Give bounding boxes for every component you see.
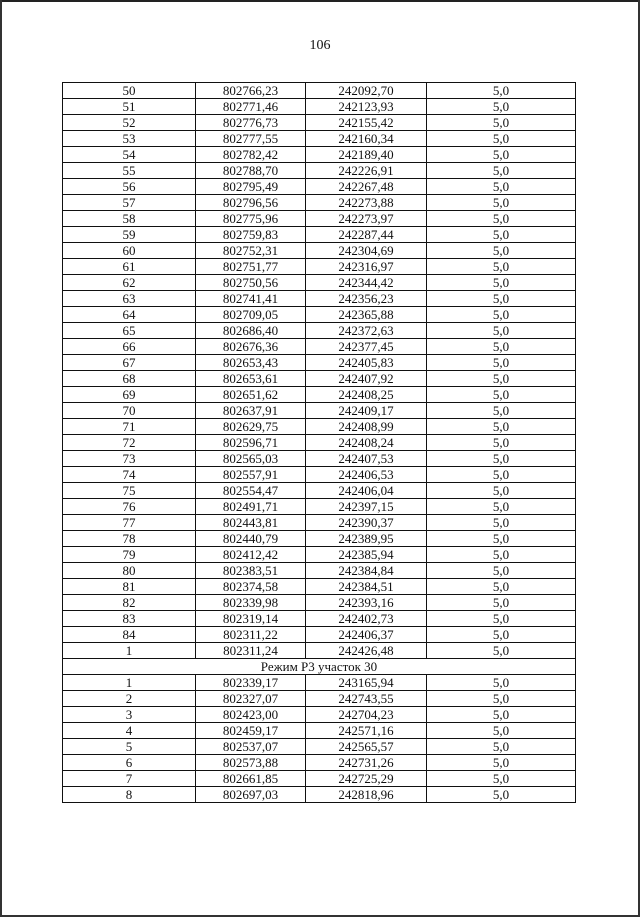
table-row	[63, 451, 576, 467]
point-number-cell: 68	[63, 371, 196, 387]
accuracy-cell: 5,0	[427, 419, 576, 435]
x-coordinate-cell: 802697,03	[196, 787, 306, 803]
x-coordinate-cell: 802750,56	[196, 275, 306, 291]
table-row	[63, 163, 576, 179]
accuracy-cell: 5,0	[427, 131, 576, 147]
y-coordinate-cell: 243165,94	[306, 675, 427, 691]
accuracy-cell: 5,0	[427, 211, 576, 227]
accuracy-cell: 5,0	[427, 691, 576, 707]
x-coordinate-cell: 802339,17	[196, 675, 306, 691]
accuracy-cell: 5,0	[427, 291, 576, 307]
y-coordinate-cell: 242405,83	[306, 355, 427, 371]
table-row	[63, 291, 576, 307]
point-number-cell: 64	[63, 307, 196, 323]
accuracy-cell: 5,0	[427, 579, 576, 595]
y-coordinate-cell: 242372,63	[306, 323, 427, 339]
accuracy-cell: 5,0	[427, 723, 576, 739]
y-coordinate-cell: 242731,26	[306, 755, 427, 771]
coordinates-table-body-b	[63, 675, 576, 803]
x-coordinate-cell: 802565,03	[196, 451, 306, 467]
accuracy-cell: 5,0	[427, 531, 576, 547]
y-coordinate-cell: 242725,29	[306, 771, 427, 787]
table-row	[63, 403, 576, 419]
x-coordinate-cell: 802796,56	[196, 195, 306, 211]
accuracy-cell: 5,0	[427, 499, 576, 515]
point-number-cell: 54	[63, 147, 196, 163]
accuracy-cell: 5,0	[427, 755, 576, 771]
table-row	[63, 723, 576, 739]
y-coordinate-cell: 242408,25	[306, 387, 427, 403]
table-row	[63, 307, 576, 323]
coordinates-table	[62, 82, 576, 803]
table-row	[63, 467, 576, 483]
point-number-cell: 55	[63, 163, 196, 179]
y-coordinate-cell: 242704,23	[306, 707, 427, 723]
table-row	[63, 611, 576, 627]
table-row	[63, 355, 576, 371]
point-number-cell: 77	[63, 515, 196, 531]
point-number-cell: 83	[63, 611, 196, 627]
accuracy-cell: 5,0	[427, 275, 576, 291]
y-coordinate-cell: 242344,42	[306, 275, 427, 291]
y-coordinate-cell: 242406,04	[306, 483, 427, 499]
point-number-cell: 56	[63, 179, 196, 195]
table-row	[63, 483, 576, 499]
point-number-cell: 4	[63, 723, 196, 739]
y-coordinate-cell: 242273,88	[306, 195, 427, 211]
point-number-cell: 70	[63, 403, 196, 419]
x-coordinate-cell: 802776,73	[196, 115, 306, 131]
section-row	[63, 659, 576, 675]
accuracy-cell: 5,0	[427, 371, 576, 387]
table-row	[63, 595, 576, 611]
point-number-cell: 78	[63, 531, 196, 547]
y-coordinate-cell: 242316,97	[306, 259, 427, 275]
point-number-cell: 58	[63, 211, 196, 227]
y-coordinate-cell: 242743,55	[306, 691, 427, 707]
y-coordinate-cell: 242407,53	[306, 451, 427, 467]
x-coordinate-cell: 802777,55	[196, 131, 306, 147]
x-coordinate-cell: 802637,91	[196, 403, 306, 419]
accuracy-cell: 5,0	[427, 787, 576, 803]
table-row	[63, 323, 576, 339]
y-coordinate-cell: 242123,93	[306, 99, 427, 115]
accuracy-cell: 5,0	[427, 99, 576, 115]
section-title: Режим Р3 участок 30	[63, 659, 576, 675]
accuracy-cell: 5,0	[427, 643, 576, 659]
x-coordinate-cell: 802311,22	[196, 627, 306, 643]
y-coordinate-cell: 242384,84	[306, 563, 427, 579]
x-coordinate-cell: 802759,83	[196, 227, 306, 243]
x-coordinate-cell: 802383,51	[196, 563, 306, 579]
y-coordinate-cell: 242397,15	[306, 499, 427, 515]
accuracy-cell: 5,0	[427, 627, 576, 643]
x-coordinate-cell: 802629,75	[196, 419, 306, 435]
table-row	[63, 579, 576, 595]
accuracy-cell: 5,0	[427, 307, 576, 323]
point-number-cell: 69	[63, 387, 196, 403]
x-coordinate-cell: 802327,07	[196, 691, 306, 707]
accuracy-cell: 5,0	[427, 83, 576, 99]
point-number-cell: 59	[63, 227, 196, 243]
point-number-cell: 5	[63, 739, 196, 755]
point-number-cell: 6	[63, 755, 196, 771]
point-number-cell: 57	[63, 195, 196, 211]
table-row	[63, 131, 576, 147]
accuracy-cell: 5,0	[427, 387, 576, 403]
point-number-cell: 3	[63, 707, 196, 723]
table-row	[63, 627, 576, 643]
table-row	[63, 563, 576, 579]
accuracy-cell: 5,0	[427, 595, 576, 611]
y-coordinate-cell: 242818,96	[306, 787, 427, 803]
x-coordinate-cell: 802443,81	[196, 515, 306, 531]
table-row	[63, 227, 576, 243]
point-number-cell: 82	[63, 595, 196, 611]
point-number-cell: 52	[63, 115, 196, 131]
x-coordinate-cell: 802319,14	[196, 611, 306, 627]
accuracy-cell: 5,0	[427, 195, 576, 211]
table-row	[63, 259, 576, 275]
x-coordinate-cell: 802440,79	[196, 531, 306, 547]
accuracy-cell: 5,0	[427, 563, 576, 579]
x-coordinate-cell: 802751,77	[196, 259, 306, 275]
y-coordinate-cell: 242406,37	[306, 627, 427, 643]
table-row	[63, 195, 576, 211]
x-coordinate-cell: 802795,49	[196, 179, 306, 195]
table-row	[63, 643, 576, 659]
page-border-top	[0, 0, 640, 2]
point-number-cell: 1	[63, 675, 196, 691]
y-coordinate-cell: 242189,40	[306, 147, 427, 163]
y-coordinate-cell: 242273,97	[306, 211, 427, 227]
accuracy-cell: 5,0	[427, 339, 576, 355]
table-row	[63, 179, 576, 195]
table-row	[63, 115, 576, 131]
accuracy-cell: 5,0	[427, 115, 576, 131]
point-number-cell: 76	[63, 499, 196, 515]
point-number-cell: 8	[63, 787, 196, 803]
x-coordinate-cell: 802686,40	[196, 323, 306, 339]
point-number-cell: 2	[63, 691, 196, 707]
x-coordinate-cell: 802766,23	[196, 83, 306, 99]
x-coordinate-cell: 802771,46	[196, 99, 306, 115]
accuracy-cell: 5,0	[427, 259, 576, 275]
y-coordinate-cell: 242365,88	[306, 307, 427, 323]
page-number: 106	[309, 38, 331, 53]
accuracy-cell: 5,0	[427, 179, 576, 195]
y-coordinate-cell: 242377,45	[306, 339, 427, 355]
accuracy-cell: 5,0	[427, 403, 576, 419]
point-number-cell: 84	[63, 627, 196, 643]
point-number-cell: 73	[63, 451, 196, 467]
accuracy-cell: 5,0	[427, 739, 576, 755]
point-number-cell: 50	[63, 83, 196, 99]
table-row	[63, 387, 576, 403]
accuracy-cell: 5,0	[427, 611, 576, 627]
y-coordinate-cell: 242408,99	[306, 419, 427, 435]
x-coordinate-cell: 802374,58	[196, 579, 306, 595]
coordinates-table-body-a	[63, 83, 576, 659]
x-coordinate-cell: 802676,36	[196, 339, 306, 355]
table-row	[63, 755, 576, 771]
y-coordinate-cell: 242402,73	[306, 611, 427, 627]
x-coordinate-cell: 802653,61	[196, 371, 306, 387]
x-coordinate-cell: 802557,91	[196, 467, 306, 483]
x-coordinate-cell: 802752,31	[196, 243, 306, 259]
x-coordinate-cell: 802537,07	[196, 739, 306, 755]
point-number-cell: 51	[63, 99, 196, 115]
y-coordinate-cell: 242406,53	[306, 467, 427, 483]
table-row	[63, 371, 576, 387]
table-row	[63, 707, 576, 723]
point-number-cell: 72	[63, 435, 196, 451]
y-coordinate-cell: 242426,48	[306, 643, 427, 659]
point-number-cell: 79	[63, 547, 196, 563]
accuracy-cell: 5,0	[427, 547, 576, 563]
table-row	[63, 243, 576, 259]
table-row	[63, 675, 576, 691]
point-number-cell: 62	[63, 275, 196, 291]
table-row	[63, 211, 576, 227]
y-coordinate-cell: 242155,42	[306, 115, 427, 131]
x-coordinate-cell: 802491,71	[196, 499, 306, 515]
accuracy-cell: 5,0	[427, 355, 576, 371]
y-coordinate-cell: 242385,94	[306, 547, 427, 563]
x-coordinate-cell: 802573,88	[196, 755, 306, 771]
x-coordinate-cell: 802788,70	[196, 163, 306, 179]
accuracy-cell: 5,0	[427, 323, 576, 339]
x-coordinate-cell: 802596,71	[196, 435, 306, 451]
accuracy-cell: 5,0	[427, 435, 576, 451]
y-coordinate-cell: 242393,16	[306, 595, 427, 611]
point-number-cell: 74	[63, 467, 196, 483]
table-row	[63, 787, 576, 803]
y-coordinate-cell: 242226,91	[306, 163, 427, 179]
point-number-cell: 71	[63, 419, 196, 435]
table-row	[63, 275, 576, 291]
point-number-cell: 1	[63, 643, 196, 659]
accuracy-cell: 5,0	[427, 163, 576, 179]
x-coordinate-cell: 802653,43	[196, 355, 306, 371]
y-coordinate-cell: 242390,37	[306, 515, 427, 531]
y-coordinate-cell: 242160,34	[306, 131, 427, 147]
y-coordinate-cell: 242092,70	[306, 83, 427, 99]
table-row	[63, 771, 576, 787]
accuracy-cell: 5,0	[427, 243, 576, 259]
y-coordinate-cell: 242389,95	[306, 531, 427, 547]
accuracy-cell: 5,0	[427, 147, 576, 163]
point-number-cell: 75	[63, 483, 196, 499]
section-header	[63, 659, 576, 675]
table-row	[63, 691, 576, 707]
table-row	[63, 339, 576, 355]
y-coordinate-cell: 242267,48	[306, 179, 427, 195]
x-coordinate-cell: 802661,85	[196, 771, 306, 787]
x-coordinate-cell: 802782,42	[196, 147, 306, 163]
table-row	[63, 499, 576, 515]
accuracy-cell: 5,0	[427, 771, 576, 787]
x-coordinate-cell: 802775,96	[196, 211, 306, 227]
point-number-cell: 65	[63, 323, 196, 339]
x-coordinate-cell: 802311,24	[196, 643, 306, 659]
y-coordinate-cell: 242408,24	[306, 435, 427, 451]
point-number-cell: 7	[63, 771, 196, 787]
point-number-cell: 67	[63, 355, 196, 371]
accuracy-cell: 5,0	[427, 675, 576, 691]
point-number-cell: 60	[63, 243, 196, 259]
accuracy-cell: 5,0	[427, 451, 576, 467]
point-number-cell: 53	[63, 131, 196, 147]
y-coordinate-cell: 242384,51	[306, 579, 427, 595]
x-coordinate-cell: 802412,42	[196, 547, 306, 563]
accuracy-cell: 5,0	[427, 515, 576, 531]
y-coordinate-cell: 242304,69	[306, 243, 427, 259]
table-row	[63, 547, 576, 563]
point-number-cell: 81	[63, 579, 196, 595]
point-number-cell: 80	[63, 563, 196, 579]
table-row	[63, 83, 576, 99]
y-coordinate-cell: 242407,92	[306, 371, 427, 387]
x-coordinate-cell: 802459,17	[196, 723, 306, 739]
point-number-cell: 61	[63, 259, 196, 275]
table-row	[63, 435, 576, 451]
x-coordinate-cell: 802651,62	[196, 387, 306, 403]
y-coordinate-cell: 242571,16	[306, 723, 427, 739]
table-row	[63, 739, 576, 755]
x-coordinate-cell: 802339,98	[196, 595, 306, 611]
page-border-left	[0, 0, 2, 917]
accuracy-cell: 5,0	[427, 227, 576, 243]
y-coordinate-cell: 242565,57	[306, 739, 427, 755]
point-number-cell: 66	[63, 339, 196, 355]
table-row	[63, 515, 576, 531]
table-row	[63, 147, 576, 163]
table-row	[63, 419, 576, 435]
accuracy-cell: 5,0	[427, 707, 576, 723]
y-coordinate-cell: 242287,44	[306, 227, 427, 243]
x-coordinate-cell: 802423,00	[196, 707, 306, 723]
accuracy-cell: 5,0	[427, 467, 576, 483]
x-coordinate-cell: 802709,05	[196, 307, 306, 323]
table-row	[63, 99, 576, 115]
point-number-cell: 63	[63, 291, 196, 307]
table-row	[63, 531, 576, 547]
x-coordinate-cell: 802741,41	[196, 291, 306, 307]
y-coordinate-cell: 242356,23	[306, 291, 427, 307]
x-coordinate-cell: 802554,47	[196, 483, 306, 499]
y-coordinate-cell: 242409,17	[306, 403, 427, 419]
accuracy-cell: 5,0	[427, 483, 576, 499]
